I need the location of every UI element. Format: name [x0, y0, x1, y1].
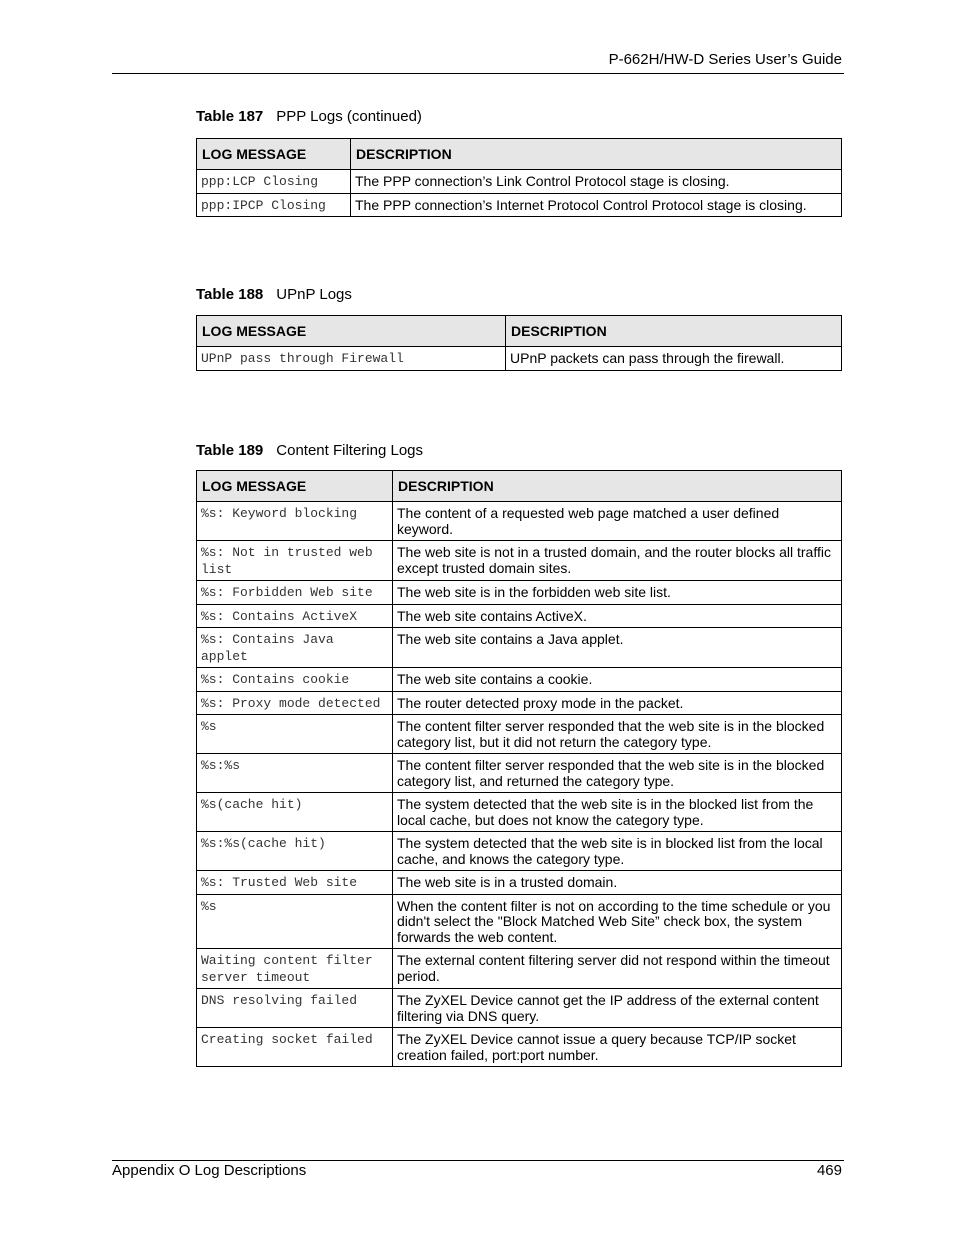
description-cell: The web site is in a trusted domain. — [393, 871, 842, 895]
log-message-cell: DNS resolving failed — [197, 989, 393, 1028]
header-title: P-662H/HW-D Series User’s Guide — [608, 51, 842, 68]
page-number: 469 — [816, 1162, 842, 1179]
log-message-cell: %s: Keyword blocking — [197, 502, 393, 541]
log-message-cell: UPnP pass through Firewall — [197, 347, 506, 371]
description-cell: The ZyXEL Device cannot issue a query because TCP/IP socket creation failed, port:port number. — [393, 1028, 842, 1067]
table-row — [197, 949, 842, 989]
log-message-cell: %s: Forbidden Web site — [197, 581, 393, 605]
log-message-cell: %s:%s — [197, 754, 393, 793]
description-cell: UPnP packets can pass through the firewall. — [506, 347, 842, 371]
upnp-logs-table — [196, 315, 842, 371]
table-row — [197, 170, 842, 194]
table-row — [197, 894, 842, 949]
description-cell: The system detected that the web site is in blocked list from the local cache, and knows the category type. — [393, 832, 842, 871]
table-number: Table 189 — [196, 442, 264, 459]
table-header-row — [197, 471, 842, 502]
log-message-cell: %s: Not in trusted web list — [197, 541, 393, 581]
table-row — [197, 502, 842, 541]
description-cell: The PPP connection’s Link Control Protocol stage is closing. — [351, 170, 842, 194]
table-header-row — [197, 139, 842, 170]
description-cell: The content of a requested web page matched a user defined keyword. — [393, 502, 842, 541]
log-message-cell: %s:%s(cache hit) — [197, 832, 393, 871]
table-row — [197, 715, 842, 754]
description-cell: The content filter server responded that the web site is in the blocked category list, but it did not return the category type. — [393, 715, 842, 754]
content-filtering-logs-table — [196, 470, 842, 1067]
column-header-log-message: LOG MESSAGE — [197, 471, 393, 502]
table-row — [197, 1028, 842, 1067]
log-message-cell: %s: Proxy mode detected — [197, 691, 393, 715]
log-message-cell: ppp:LCP Closing — [197, 170, 351, 194]
log-message-cell: %s: Contains cookie — [197, 668, 393, 692]
table-row — [197, 832, 842, 871]
log-message-cell: ppp:IPCP Closing — [197, 193, 351, 217]
log-message-cell: %s: Trusted Web site — [197, 871, 393, 895]
log-message-cell: Creating socket failed — [197, 1028, 393, 1067]
table-189-caption — [196, 442, 423, 459]
table-title: UPnP Logs — [276, 286, 352, 303]
table-188-caption — [196, 286, 352, 303]
table-header-row — [197, 316, 842, 347]
column-header-description: DESCRIPTION — [393, 471, 842, 502]
log-message-cell: %s — [197, 715, 393, 754]
table-row — [197, 628, 842, 668]
table-row — [197, 871, 842, 895]
log-message-cell: %s — [197, 894, 393, 949]
column-header-description: DESCRIPTION — [506, 316, 842, 347]
table-row — [197, 581, 842, 605]
table-row — [197, 347, 842, 371]
table-row — [197, 604, 842, 628]
table-row — [197, 989, 842, 1028]
description-cell: The PPP connection’s Internet Protocol Control Protocol stage is closing. — [351, 193, 842, 217]
column-header-description: DESCRIPTION — [351, 139, 842, 170]
table-number: Table 188 — [196, 286, 264, 303]
table-row — [197, 793, 842, 832]
table-title: PPP Logs (continued) — [276, 108, 422, 125]
ppp-logs-table — [196, 138, 842, 217]
description-cell: The router detected proxy mode in the packet. — [393, 691, 842, 715]
footer-rule — [112, 1160, 844, 1161]
table-row — [197, 193, 842, 217]
footer-section-title: Appendix O Log Descriptions — [112, 1162, 307, 1179]
description-cell: When the content filter is not on according to the time schedule or you didn't select the "Block Matched Web Site” check box, the system forwards the web content. — [393, 894, 842, 949]
description-cell: The system detected that the web site is in the blocked list from the local cache, but does not know the category type. — [393, 793, 842, 832]
table-row — [197, 668, 842, 692]
table-title: Content Filtering Logs — [276, 442, 424, 459]
log-message-cell: %s(cache hit) — [197, 793, 393, 832]
description-cell: The content filter server responded that the web site is in the blocked category list, and returned the category type. — [393, 754, 842, 793]
table-row — [197, 541, 842, 581]
description-cell: The web site contains a cookie. — [393, 668, 842, 692]
table-number: Table 187 — [196, 108, 264, 125]
table-row — [197, 691, 842, 715]
table-row — [197, 754, 842, 793]
log-message-cell: %s: Contains Java applet — [197, 628, 393, 668]
column-header-log-message: LOG MESSAGE — [197, 316, 506, 347]
description-cell: The web site contains ActiveX. — [393, 604, 842, 628]
log-message-cell: Waiting content filter server timeout — [197, 949, 393, 989]
table-187-caption — [196, 108, 422, 125]
description-cell: The web site is in the forbidden web site list. — [393, 581, 842, 605]
log-message-cell: %s: Contains ActiveX — [197, 604, 393, 628]
description-cell: The external content filtering server did not respond within the timeout period. — [393, 949, 842, 989]
description-cell: The web site is not in a trusted domain, and the router blocks all traffic except trusted domain sites. — [393, 541, 842, 581]
column-header-log-message: LOG MESSAGE — [197, 139, 351, 170]
description-cell: The ZyXEL Device cannot get the IP address of the external content filtering via DNS query. — [393, 989, 842, 1028]
header-rule — [112, 73, 844, 74]
description-cell: The web site contains a Java applet. — [393, 628, 842, 668]
